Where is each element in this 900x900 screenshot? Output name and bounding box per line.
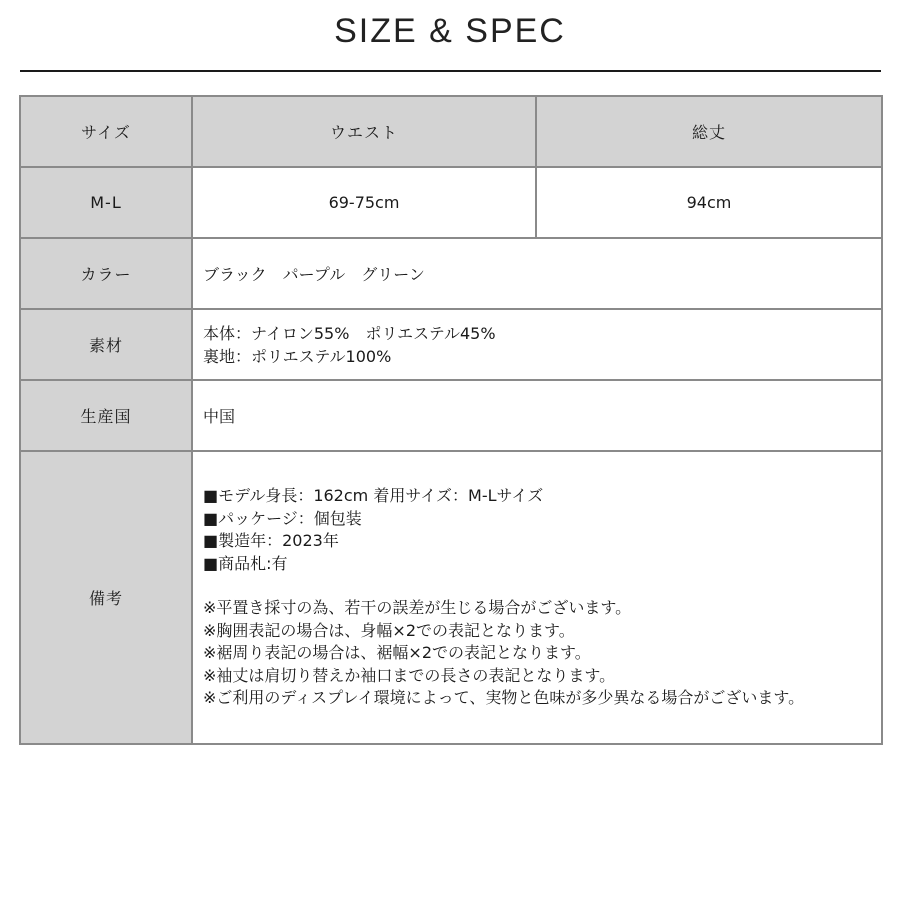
length-value: 94cm — [536, 167, 882, 238]
origin-row — [20, 380, 882, 451]
origin-label: 生産国 — [20, 380, 192, 451]
remarks-item: ■製造年：2023年 — [203, 531, 339, 551]
page-title: SIZE & SPEC — [334, 12, 566, 50]
remarks-spacer — [203, 575, 881, 597]
remarks-item: ■パッケージ：個包装 — [203, 508, 362, 528]
color-value: ブラック パープル グリーン — [192, 238, 882, 309]
waist-value: 69-75cm — [192, 167, 536, 238]
title-divider — [20, 70, 881, 72]
color-label: カラー — [20, 238, 192, 309]
remarks-label: 備考 — [20, 451, 192, 744]
remarks-note: ※平置き採寸の為、若干の誤差が生じる場合がございます。 — [203, 598, 632, 618]
material-line-lining: 裏地：ポリエステル100% — [203, 346, 392, 366]
remarks-row — [20, 451, 882, 744]
remarks-note: ※袖丈は肩切り替えか袖口までの長さの表記となります。 — [203, 665, 616, 685]
size-value-row — [20, 167, 882, 238]
origin-value: 中国 — [192, 380, 882, 451]
length-header: 総丈 — [536, 96, 882, 167]
spec-table — [19, 95, 883, 745]
material-value — [192, 309, 882, 380]
remarks-note: ※ご利用のディスプレイ環境によって、実物と色味が多少異なる場合がございます。 — [203, 688, 805, 708]
color-row — [20, 238, 882, 309]
waist-header: ウエスト — [192, 96, 536, 167]
remarks-value — [192, 451, 882, 744]
remarks-note: ※胸囲表記の場合は、身幅×2での表記となります。 — [203, 620, 575, 640]
material-row — [20, 309, 882, 380]
material-line-body: 本体：ナイロン55% ポリエステル45% — [203, 323, 496, 343]
material-label: 素材 — [20, 309, 192, 380]
size-header-row — [20, 96, 882, 167]
remarks-item: ■商品札:有 — [203, 553, 288, 573]
size-header: サイズ — [20, 96, 192, 167]
remarks-item: ■モデル身長：162cm 着用サイズ：M-Lサイズ — [203, 486, 544, 506]
size-value: M-L — [20, 167, 192, 238]
remarks-note: ※裾周り表記の場合は、裾幅×2での表記となります。 — [203, 643, 591, 663]
